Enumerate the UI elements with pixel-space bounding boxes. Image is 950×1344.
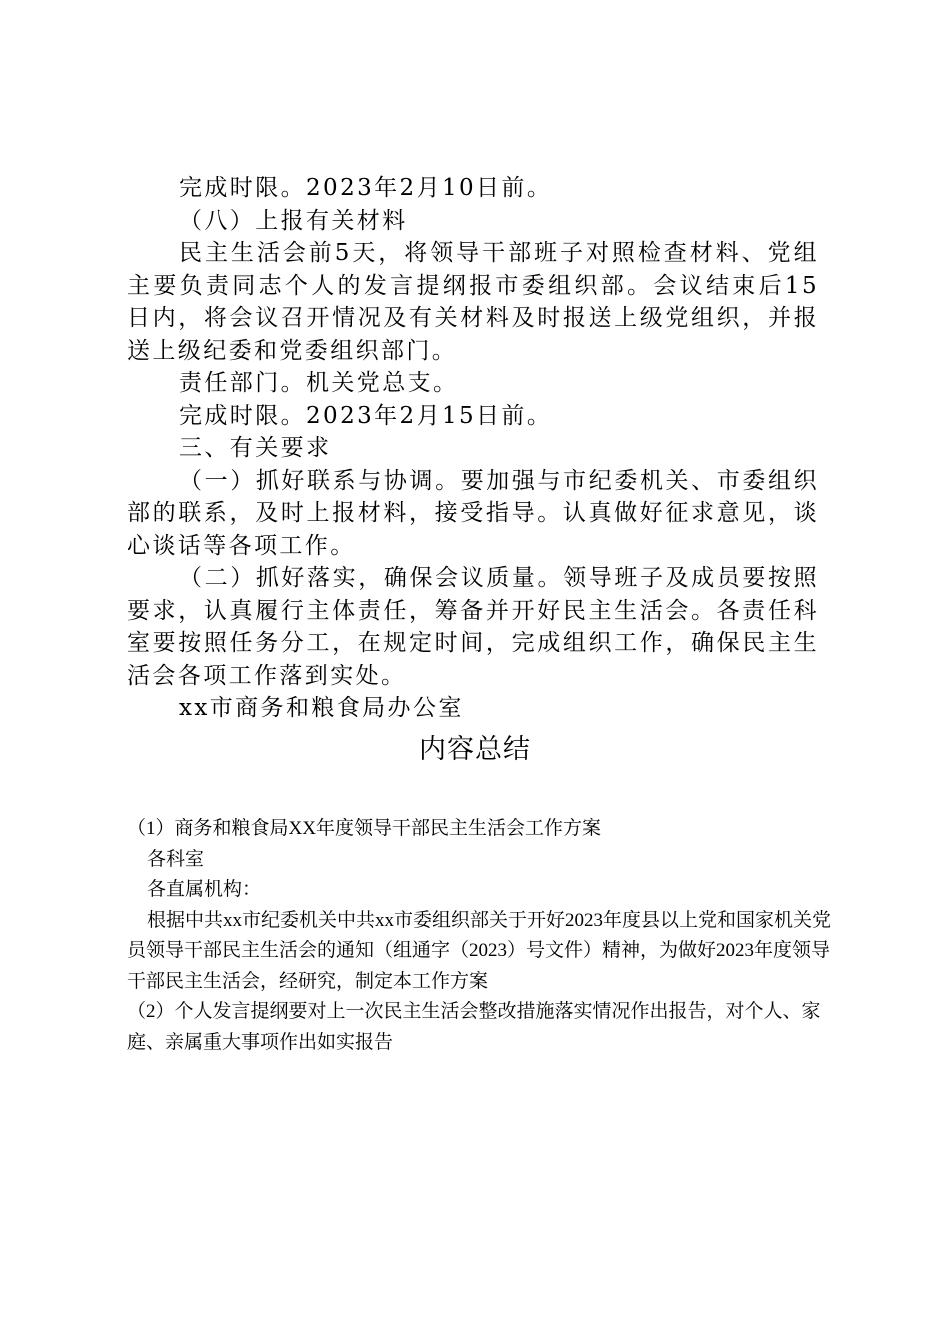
summary-item-1: （1）商务和粮食局XX年度领导干部民主生活会工作方案 [127, 818, 601, 839]
summary-item-2: （2）个人发言提纲要对上一次民主生活会整改措施落实情况作出报告，对个人、家庭、亲属重大事项作出如实报告 [127, 1001, 821, 1053]
deadline-line: 完成时限。2023年2月10日前。 [179, 175, 553, 201]
summary-body-paragraph: 根据中共xx市纪委机关中共xx市委组织部关于开好2023年度县以上党和国家机关党员领导干部民主生活会的通知（组通字（2023）号文件）精神，为做好2023年度领导干部民主生活会，经研究，制定本工作方案 [127, 909, 832, 992]
report-materials-paragraph: 民主生活会前5天，将领导干部班子对照检查材料、党组主要负责同志个人的发言提纲报市委组织部。会议结束后15日内，将会议召开情况及有关材料及时报送上级党组织，并报送上级纪委和党委组织部门。 [127, 240, 819, 364]
summary-recipient: 各科室 [147, 848, 205, 870]
summary-recipient: 各直属机构： [147, 879, 262, 900]
deadline-line: 完成时限。2023年2月15日前。 [179, 402, 553, 429]
summary-section [127, 814, 837, 1058]
summary-title: 内容总结 [419, 734, 531, 765]
requirement-paragraph-2: （二）抓好落实，确保会议质量。领导班子及成员要按照要求，认真履行主体责任，筹备并开好民主生活会。各责任科室要按照任务分工，在规定时间，完成组织工作，确保民主生活会各项工作落到实处。 [127, 565, 819, 689]
requirement-paragraph-1: （一）抓好联系与协调。要加强与市纪委机关、市委组织部的联系，及时上报材料，接受指导。认真做好征求意见，谈心谈话等各项工作。 [127, 467, 819, 559]
document-body [127, 172, 819, 725]
issuing-office: xx市商务和粮食局办公室 [179, 695, 464, 721]
section-heading-requirements: 三、有关要求 [179, 435, 332, 461]
section-heading-report-materials: （八）上报有关材料 [179, 207, 408, 234]
responsible-department-line: 责任部门。机关党总支。 [179, 370, 459, 396]
